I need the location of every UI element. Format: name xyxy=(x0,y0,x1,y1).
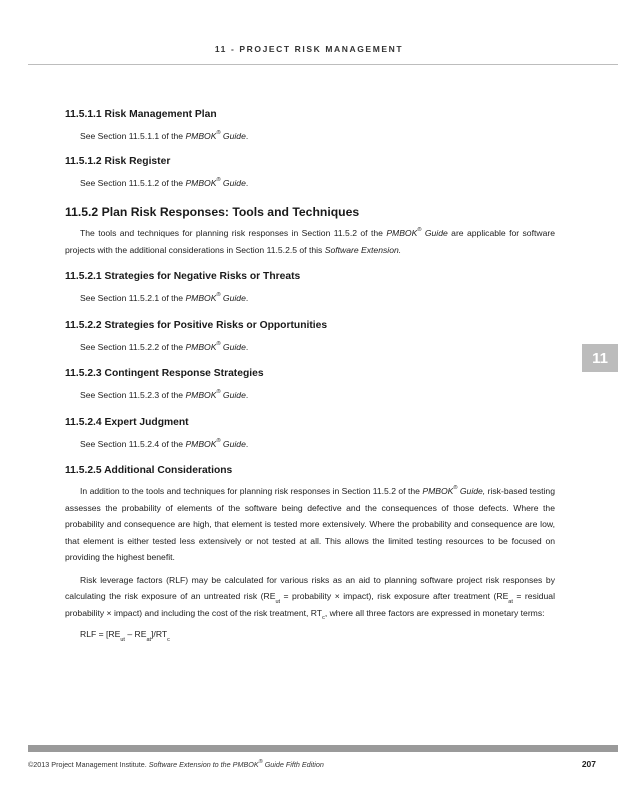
heading-11-5-1-1: 11.5.1.1 Risk Management Plan xyxy=(65,109,217,120)
ref-11-5-2-3: See Section 11.5.2.3 of the PMBOK® Guide. xyxy=(80,389,249,400)
ref-11-5-1-2: See Section 11.5.1.2 of the PMBOK® Guide. xyxy=(80,176,249,188)
heading-11-5-2-2: 11.5.2.2 Strategies for Positive Risks or Opportunities xyxy=(65,319,328,331)
heading-11-5-2-5: 11.5.2.5 Additional Considerations xyxy=(65,465,233,476)
paragraph-11-5-2: The tools and techniques for planning risk responses in Section 11.5.2 of the PMBOK® Guide are applicable for software projects with the additional considerations in Section 11.5.2.5 of this Software Extension. xyxy=(65,227,555,255)
heading-11-5-1-2: 11.5.1.2 Risk Register xyxy=(65,155,171,167)
heading-11-5-2-1: 11.5.2.1 Strategies for Negative Risks or Threats xyxy=(65,271,301,282)
header-rule xyxy=(28,64,618,65)
ref-11-5-2-4: See Section 11.5.2.4 of the PMBOK® Guide. xyxy=(80,437,249,449)
heading-11-5-2: 11.5.2 Plan Risk Responses: Tools and Techniques xyxy=(65,205,360,219)
heading-11-5-2-3: 11.5.2.3 Contingent Response Strategies xyxy=(65,368,264,379)
paragraph-additional-1: In addition to the tools and techniques for planning risk responses in Section 11.5.2 of the PMBOK® Guide, risk-based testing assesses the probability of elements of the software being defective and the consequences of those defects. Where the probability and consequence are high, that element is tested more extensively. Where the probability and consequence are low, that element is either tested less extensively or not tested at all. This allows the limited testing resources to be focused on providing the highest benefit. xyxy=(65,485,555,562)
page-number: 207 xyxy=(581,759,596,769)
heading-11-5-2-4: 11.5.2.4 Expert Judgment xyxy=(65,416,189,428)
paragraph-additional-2: Risk leverage factors (RLF) may be calculated for various risks as an aid to planning software project risk responses by calculating the risk exposure of an untreated risk ($RE_{ut}$ = probability × impact), risk exposure after treatment ($RE_{at}$ = residual probability × impact) and including the cost of the risk treatment, $RT_c$, where all three factors are expressed in monetary terms: xyxy=(65,574,555,622)
chapter-tab: 11 xyxy=(582,344,618,372)
running-head: 11 - PROJECT RISK MANAGEMENT xyxy=(214,44,404,54)
ref-11-5-2-2: See Section 11.5.2.2 of the PMBOK® Guide. xyxy=(80,340,249,352)
page-content xyxy=(65,108,555,643)
ref-11-5-2-1: See Section 11.5.2.1 of the PMBOK® Guide. xyxy=(80,292,249,303)
ref-11-5-1-1: See Section 11.5.1.1 of the PMBOK® Guide. xyxy=(80,130,249,141)
footer-credit: ©2013 Project Management Institute. Software Extension to the PMBOK® Guide Fifth Edition xyxy=(28,758,324,769)
rlf-formula: RLF = $[RE_{ut} - RE_{at}]/RT_c$ xyxy=(80,629,170,643)
footer-rule xyxy=(28,745,618,752)
